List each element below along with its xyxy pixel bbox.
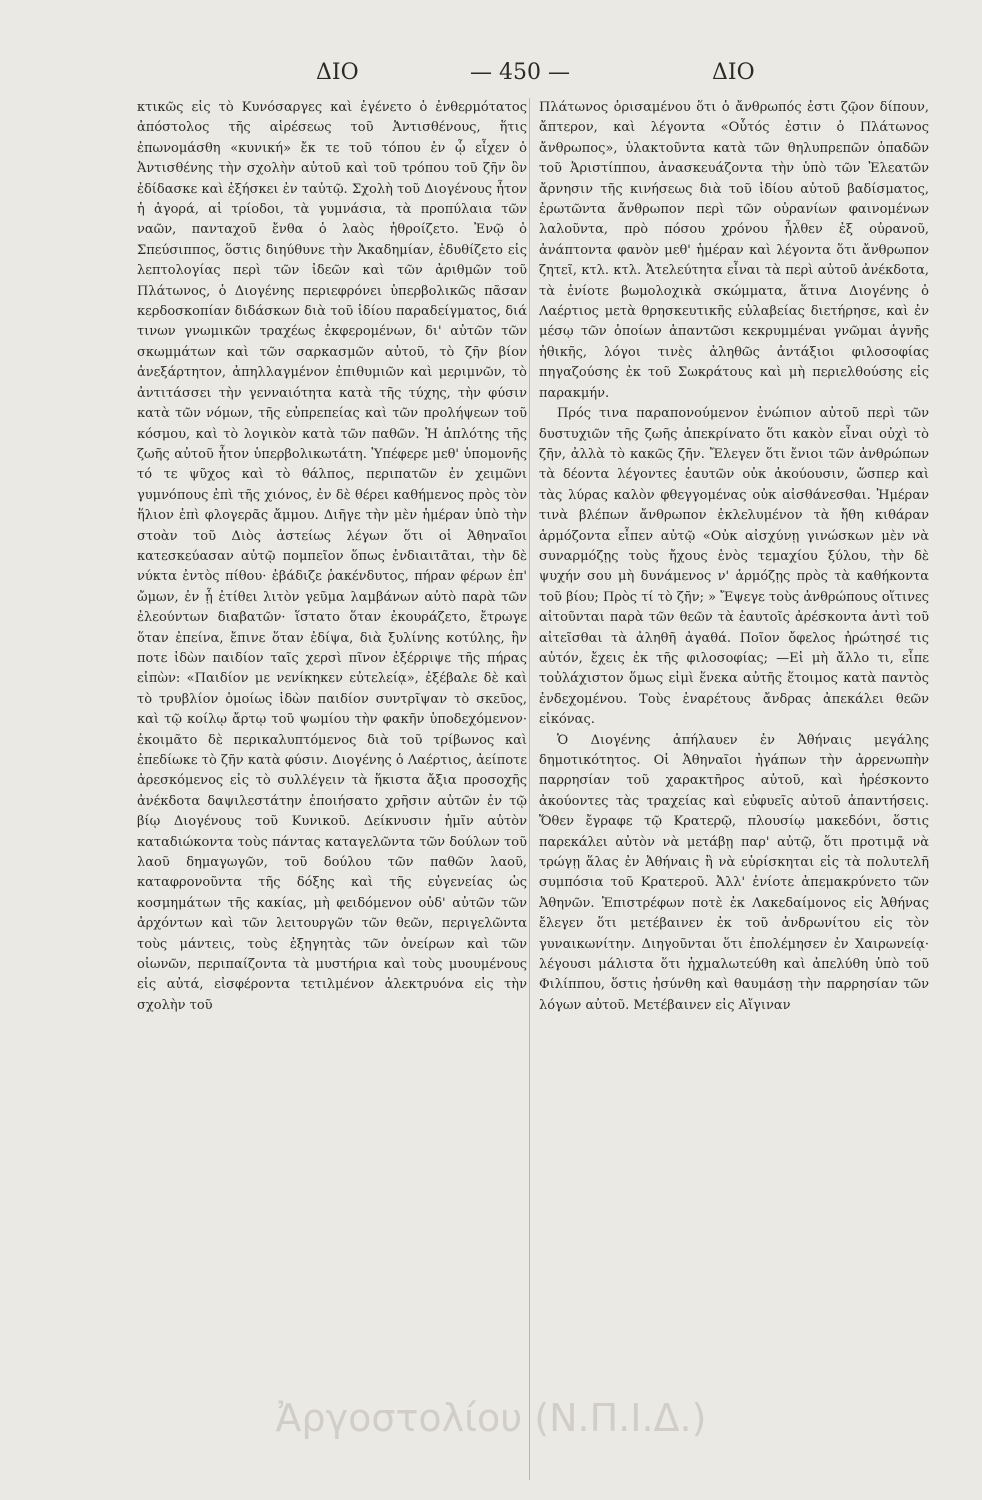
page-number: — 450 — [470, 60, 570, 85]
page-header [0, 60, 982, 96]
left-column [137, 98, 527, 1016]
right-column [539, 98, 929, 1016]
library-watermark: Ἀργοστολίου (Ν.Π.Ι.Δ.) [275, 1396, 707, 1440]
right-paragraph-2: Πρός τινα παραπονούμενον ἐνώπιον αὐτοῦ περὶ τῶν δυστυχιῶν τῆς ζωῆς ἀπεκρίνατο ὅτι κακὸν εἶναι οὐχὶ τὸ ζῆν, ἀλλὰ τὸ κακῶς ζῆν. Ἔλεγεν ὅτι ἔνιοι τῶν ἀνθρώπων τὰ δέοντα λέγοντες ἑαυτῶν οὐκ ἀκούουσιν, ὥσπερ καὶ τὰς λύρας καλὸν φθεγγομένας οὐκ αἰσθάνεσθαι. Ἡμέραν τινὰ βλέπων ἄνθρωπον ἐκλελυμένον τὰ ἤθη κιθάραν ἁρμόζοντα εἶπεν αὐτῷ «Οὐκ αἰσχύνῃ γινώσκων μὲν νὰ συναρμόζῃς τοὺς ἤχους ἑνὸς τεμαχίου ξύλου, τὴν δὲ ψυχήν σου μὴ δυνάμενος ν' ἁρμόζῃς πρὸς τὰ καθήκοντα τοῦ βίου; Πρὸς τί τὸ ζῆν; » Ἔψεγε τοὺς ἀνθρώπους οἵτινες αἰτοῦνται παρὰ τῶν θεῶν τὰ ἑαυτοῖς ἀρέσκοντα ἀντὶ τοῦ αἰτεῖσθαι τὰ ἀληθῆ ἀγαθά. Ποῖον ὄφελος ἠρώτησέ τις αὐτόν, ἔχεις ἐκ τῆς φιλοσοφίας; —Εἰ μὴ ἄλλο τι, εἶπε τοὐλάχιστον ὅμως εἰμὶ ἕνεκα αὐτῆς ἕτοιμος κατὰ παντὸς ἐνδεχομένου. Τοὺς ἐναρέτους ἄνδρας ἀπεκάλει θεῶν εἰκόνας. [539, 406, 929, 728]
header-left-running-head: ΔΙΟ [316, 60, 359, 85]
right-paragraph-1: Πλάτωνος ὁρισαμένου ὅτι ὁ ἄνθρωπός ἐστι ζῷον δίπουν, ἄπτερον, καὶ λέγοντα «Οὗτός ἐστιν ὁ Πλάτωνος ἄνθρωπος», ὑλακτοῦντα κατὰ τῶν θηλυπρεπῶν ὀπαδῶν τοῦ Ἀριστίππου, ἀνασκευάζοντα τὴν ὑπὸ τῶν Ἐλεατῶν ἄρνησιν τῆς κινήσεως διὰ τοῦ ἰδίου αὐτοῦ βαδίσματος, ἐρωτῶντα ἄνθρωπον περὶ τῶν οὐρανίων φαινομένων λαλοῦντα, πρὸ πόσου χρόνου ἦλθεν ἐξ οὐρανοῦ, ἀνάπτοντα φανὸν μεθ' ἡμέραν καὶ λέγοντα ὅτι ἄνθρωπον ζητεῖ, κτλ. κτλ. Ἀτελεύτητα εἶναι τὰ περὶ αὐτοῦ ἀνέκδοτα, τὰ ἐνίοτε βωμολοχικὰ σκώμματα, ἅτινα Διογένης ὁ Λαέρτιος μετὰ θρησκευτικῆς εὐλαβείας διετήρησε, καὶ ἐν μέσῳ τῶν ὁποίων ἀπαντῶσι κεκρυμμέναι γνῶμαι ἁγνῆς ἠθικῆς, λόγοι τινὲς ἀληθῶς ἀντάξιοι φιλοσοφίας πηγαζούσης ἐκ τοῦ Σωκράτους καὶ μὴ περιελθούσης εἰς παρακμήν. [539, 100, 929, 401]
header-right-running-head: ΔΙΟ [712, 60, 755, 85]
column-divider [529, 98, 530, 1480]
right-paragraph-3: Ὁ Διογένης ἀπήλαυεν ἐν Ἀθήναις μεγάλης δημοτικότητος. Οἱ Ἀθηναῖοι ἠγάπων τὴν ἀρρενωπὴν παρρησίαν τοῦ χαρακτῆρος αὐτοῦ, καὶ ἠρέσκοντο ἀκούοντες τὰς τραχείας καὶ εὐφυεῖς αὐτοῦ ἀπαντήσεις. Ὅθεν ἔγραφε τῷ Κρατερῷ, πλουσίῳ μακεδόνι, ὅστις παρεκάλει αὐτὸν νὰ μετάβῃ παρ' αὐτῷ, ὅτι προτιμᾷ νὰ τρώγῃ ἅλας ἐν Ἀθήναις ἢ νὰ εὑρίσκηται εἰς τὰ πολυτελῆ συμπόσια τοῦ Κρατεροῦ. Ἀλλ' ἐνίοτε ἀπεμακρύνετο τῶν Ἀθηνῶν. Ἐπιστρέφων ποτὲ ἐκ Λακεδαίμονος εἰς Ἀθήνας ἔλεγεν ὅτι μετέβαινεν ἐκ τοῦ ἀνδρωνίτου εἰς τὸν γυναικωνίτην. Διηγοῦνται ὅτι ἐπολέμησεν ἐν Χαιρωνείᾳ· λέγουσι μάλιστα ὅτι ἠχμαλωτεύθη καὶ ἀπελύθη ὑπὸ τοῦ Φιλίππου, ὅστις ἠσύνθη καὶ θαυμάσῃ τὴν παρρησίαν τῶν λόγων αὐτοῦ. Μετέβαινεν εἰς Αἴγιναν [539, 732, 929, 1013]
left-paragraph-1: κτικῶς εἰς τὸ Κυνόσαργες καὶ ἐγένετο ὁ ἐνθερμότατος ἀπόστολος τῆς αἱρέσεως τοῦ Ἀντισθένους, ἥτις ἐπωνομάσθη «κυνική» ἔκ τε τοῦ τόπου ἐν ᾧ εἶχεν ὁ Ἀντισθένης τὴν σχολὴν αὐτοῦ καὶ τοῦ τρόπου τοῦ ζῆν ὃν ἐδίδασκε καὶ ἐξήσκει ἐν ταὐτῷ. Σχολὴ τοῦ Διογένους ἦτον ἡ ἀγορά, αἱ τρίοδοι, τὰ γυμνάσια, τὰ προπύλαια τῶν ναῶν, πανταχοῦ ἔνθα ὁ λαὸς ἠθροίζετο. Ἐνῷ ὁ Σπεύσιππος, ὅστις διηύθυνε τὴν Ἀκαδημίαν, ἐδυθίζετο εἰς λεπτολογίας περὶ τῶν ἰδεῶν καὶ τῶν ἀριθμῶν τοῦ Πλάτωνος, ὁ Διογένης περιεφρόνει ὑπερβολικῶς πᾶσαν κερδοσκοπίαν διδάσκων διὰ τοῦ ἰδίου παραδείγματος, διά τινων γνωμικῶν τραχέως ἐκφερομένων, δι' αὐτῶν τῶν σκωμμάτων καὶ τῶν σαρκασμῶν αὐτοῦ, τὸ ζῆν βίον ἀνεξάρτητον, ἀπηλλαγμένον ἐπιθυμιῶν καὶ μεριμνῶν, τὸ ἀντιτάσσει τὴν γενναιότητα κατὰ τῆς τύχης, τὴν φύσιν κατὰ τῶν νόμων, τῆς εὐπρεπείας καὶ τῶν προλήψεων τοῦ κόσμου, καὶ τὸ λογικὸν κατὰ τῶν παθῶν. Ἡ ἁπλότης τῆς ζωῆς αὐτοῦ ἦτον ὑπερβολικωτάτη. Ὑπέφερε μεθ' ὑπομονῆς τό τε ψῦχος καὶ τὸ θάλπος, περιπατῶν ἐν χειμῶνι γυμνόπους ἐπὶ τῆς χιόνος, ἐν δὲ θέρει καθήμενος πρὸς τὸν ἥλιον ἐπὶ φλογερᾶς ἄμμου. Διῆγε τὴν μὲν ἡμέραν ὑπὸ τὴν στοὰν τοῦ Διὸς ἀστείως λέγων ὅτι οἱ Ἀθηναῖοι κατεσκεύασαν αὐτῷ πομπεῖον ὅπως ἐνδιαιτᾶται, τὴν δὲ νύκτα ἐντὸς πίθου· ἐβάδιζε ῥακένδυτος, πήραν φέρων ἐπ' ὤμων, ἐν ᾗ ἐτίθει λιτὸν γεῦμα λαμβάνων αὐτὸ παρὰ τῶν ἐλεούντων διαβατῶν· ἵστατο ὅταν ἐκουράζετο, ἔτρωγε ὅταν ἐπείνα, ἔπινε ὅταν ἐδίψα, διὰ ξυλίνης κοτύλης, ἣν ποτε ἰδὼν παιδίον ταῖς χερσὶ πῖνον ἐξέρριψε τῆς πήρας εἰπὼν: «Παιδίον με νενίκηκεν εὐτελείᾳ», ἐξέβαλε δὲ καὶ τὸ τρυβλίον ὁμοίως ἰδὼν παιδίον συντρῖψαν τὸ σκεῦος, καὶ τῷ κοίλῳ ἄρτῳ τοῦ ψωμίου τὴν φακῆν ὑποδεχόμενον· ἐκοιμᾶτο δὲ περικαλυπτόμενος διὰ τοῦ τρίβωνος καὶ ἐπεδίωκε τὸ ζῆν κατὰ φύσιν. Διογένης ὁ Λαέρτιος, ἀείποτε ἀρεσκόμενος εἰς τὸ συλλέγειν τὰ ἥκιστα ἄξια προσοχῆς ἀνέκδοτα δαψιλεστάτην ἐποιήσατο χρῆσιν αὐτῶν ἐν τῷ βίῳ Διογένους τοῦ Κυνικοῦ. Δείκνυσιν ἡμῖν αὐτὸν καταδιώκοντα τοὺς πάντας καταγελῶντα τῶν δούλων τοῦ λαοῦ δημαγωγῶν, τοῦ δούλου τῶν παθῶν λαοῦ, καταφρονοῦντα τῆς δόξης καὶ τῆς εὐγενείας ὡς κοσμημάτων τῆς κακίας, μὴ φειδόμενον οὐδ' αὐτῶν τῶν ἀρχόντων καὶ τῶν λειτουργῶν τῶν θεῶν, περιγελῶντα τοὺς μάντεις, τοὺς ἐξηγητὰς τῶν ὀνείρων καὶ τῶν οἰωνῶν, περιπαίζοντα τὰ μυστήρια καὶ τοὺς μυουμένους εἰς αὐτά, εἰσφέροντα τετιλμένον ἀλεκτρυόνα εἰς τὴν σχολὴν τοῦ [137, 100, 527, 1013]
